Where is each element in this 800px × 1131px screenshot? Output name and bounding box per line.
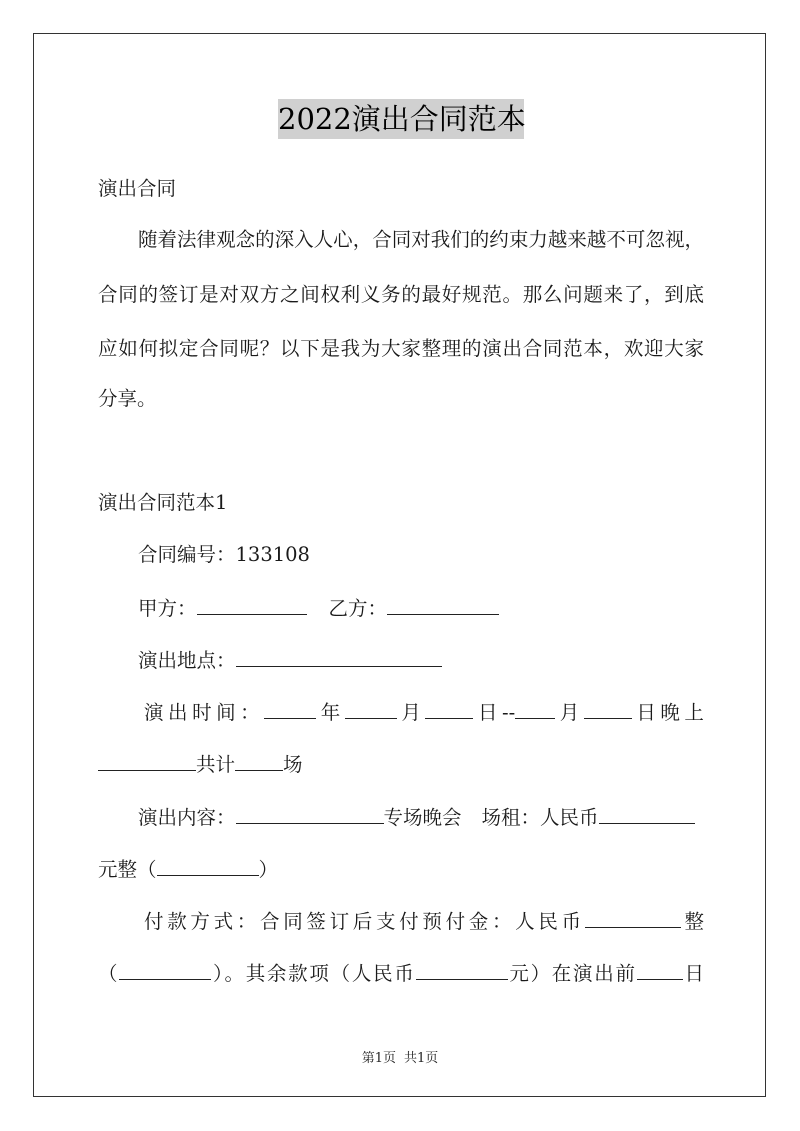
shows-blank[interactable] xyxy=(235,752,283,771)
intro-line-1: 随着法律观念的深入人心，合同对我们的约束力越来越不可忽视， xyxy=(138,228,704,251)
day-blank[interactable] xyxy=(425,700,473,719)
day2-blank[interactable] xyxy=(584,700,632,719)
party-a-blank[interactable] xyxy=(197,596,307,615)
year-label: 年 xyxy=(316,701,345,724)
intro-line-3: 应如何拟定合同呢？以下是我为大家整理的演出合同范本，欢迎大家 xyxy=(98,337,704,360)
intro-line-2: 合同的签订是对双方之间权利义务的最好规范。那么问题来了，到底 xyxy=(98,283,704,306)
month-label: 月 xyxy=(396,701,426,724)
party-b-blank[interactable] xyxy=(387,596,499,615)
prepay-upper-blank[interactable] xyxy=(119,961,211,980)
special-label: 专场晚会 xyxy=(383,806,462,829)
payment-label: 付款方式：合同签订后支付预付金：人民币 xyxy=(144,910,585,933)
evening-label: 日晚上 xyxy=(631,701,704,724)
content-label: 演出内容： xyxy=(138,806,236,829)
sample-heading: 演出合同范本1 xyxy=(98,491,228,514)
rent-amount-blank[interactable] xyxy=(157,857,259,876)
parties-line xyxy=(138,596,499,622)
rent-label: 场租：人民币 xyxy=(481,806,599,829)
venue-line xyxy=(138,648,442,674)
time-line xyxy=(144,700,704,726)
total-label: 共计 xyxy=(196,753,236,776)
zheng-label: 整 xyxy=(680,910,704,933)
month-blank[interactable] xyxy=(345,700,397,719)
month2-label: 月 xyxy=(555,701,584,724)
page-footer xyxy=(0,1047,800,1066)
before-show-label: 元）在演出前 xyxy=(507,962,637,985)
total-line xyxy=(98,752,303,778)
intro-heading: 演出合同 xyxy=(98,177,177,200)
shows-label: 场 xyxy=(283,753,303,776)
contract-number: 合同编号：133108 xyxy=(138,543,310,566)
year-blank[interactable] xyxy=(264,700,316,719)
day-label: 日 xyxy=(682,962,704,985)
party-b-label: 乙方： xyxy=(328,597,388,620)
open-paren: （ xyxy=(98,962,120,985)
party-a-label: 甲方： xyxy=(138,597,197,620)
intro-line-4: 分享。 xyxy=(98,387,157,410)
rest-amount-blank[interactable] xyxy=(416,961,508,980)
rent-amount-line xyxy=(98,857,278,883)
month2-blank[interactable] xyxy=(515,700,555,719)
document-title: 2022演出合同范本 xyxy=(278,99,524,139)
content-blank[interactable] xyxy=(236,805,384,824)
rest-label: ）。其余款项（人民币 xyxy=(211,962,416,985)
page-number: 第1页 xyxy=(361,1051,396,1066)
payment-rest-line xyxy=(98,961,704,987)
prepay-blank[interactable] xyxy=(585,909,681,928)
yuan-zheng-label: 元整（ xyxy=(98,858,157,881)
content-line xyxy=(138,805,695,831)
days-blank[interactable] xyxy=(637,961,683,980)
rent-blank[interactable] xyxy=(599,805,695,824)
day-dash-label: 日-- xyxy=(473,701,516,724)
close-paren: ） xyxy=(258,858,279,881)
payment-line xyxy=(144,909,704,935)
venue-label: 演出地点： xyxy=(138,649,236,672)
time-label: 演出时间： xyxy=(144,701,265,724)
venue-blank[interactable] xyxy=(236,648,442,667)
page-total: 共1页 xyxy=(404,1051,439,1066)
time-blank[interactable] xyxy=(98,752,196,771)
